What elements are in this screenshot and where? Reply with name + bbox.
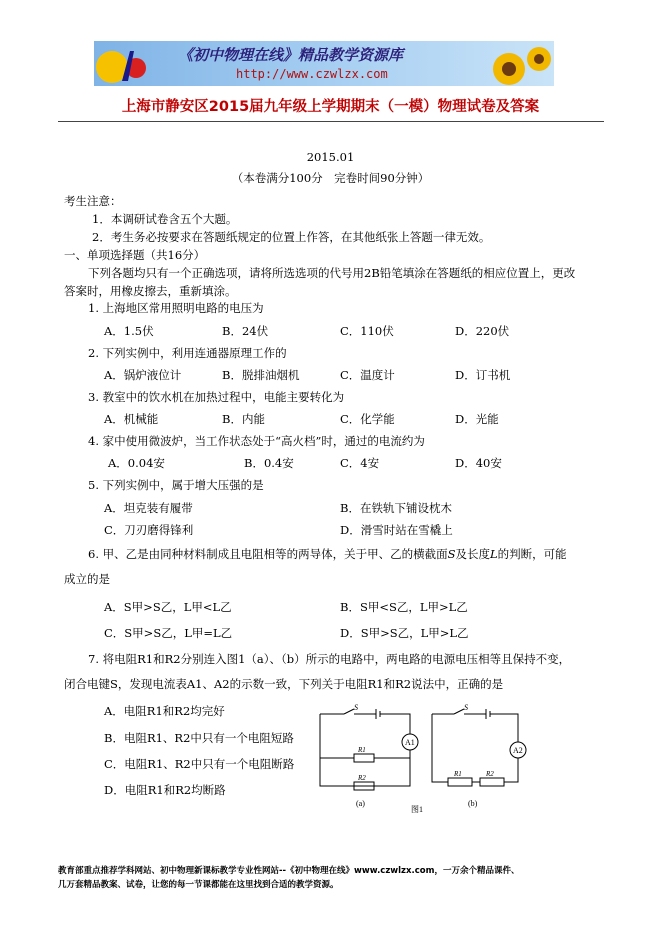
option-d: D．光能	[455, 412, 499, 426]
banner-url[interactable]: http://www.czwlzx.com	[236, 67, 388, 81]
question-stem: 5. 下列实例中，属于增大压强的是	[88, 478, 264, 492]
option-c: C．化学能	[340, 412, 395, 426]
r1-label-a: R1	[358, 746, 366, 754]
option-b: B．24伏	[222, 324, 269, 338]
option-d: D．S甲>S乙，L甲>L乙	[340, 626, 469, 640]
section-instructions: 下列各题均只有一个正确选项，请将所选选项的代号用2B铅笔填涂在答题纸的相应位置上，更改	[88, 266, 576, 280]
option-c: C．温度计	[340, 368, 395, 382]
exam-date: 2015.01	[306, 150, 355, 164]
question-stem: 3. 教室中的饮水机在加热过程中，电能主要转化为	[88, 390, 345, 404]
question-stem: 闭合电键S，发现电流表A1、A2的示数一致，下列关于电阻R1和R2说法中，正确的是	[64, 677, 504, 691]
header-banner	[94, 41, 554, 86]
option-a: A．0.04安	[108, 456, 165, 470]
notice-item: 2．考生务必按要求在答题纸规定的位置上作答，在其他纸张上答题一律无效。	[92, 230, 491, 244]
option-d: D．订书机	[455, 368, 511, 382]
option-a: A．1.5伏	[104, 324, 154, 338]
option-c: C．110伏	[340, 324, 394, 338]
question-stem: 2. 下列实例中，利用连通器原理工作的	[88, 346, 287, 360]
option-b: B．在铁轨下铺设枕木	[340, 501, 452, 515]
title-divider	[58, 121, 604, 122]
option-b: B．脱排油烟机	[222, 368, 300, 382]
ammeter-label-b: A2	[513, 746, 523, 755]
score-info: （本卷满分100分 完卷时间90分钟）	[231, 171, 430, 185]
option-b: B．S甲<S乙，L甲>L乙	[340, 600, 468, 614]
figure-1-circuits	[314, 700, 540, 818]
label-b: (b)	[468, 799, 478, 808]
question-stem: 1. 上海地区常用照明电路的电压为	[88, 301, 264, 315]
question-stem: 7. 将电阻R1和R2分别连入图1（a）、（b）所示的电路中，两电路的电源电压相等且保持不变，	[88, 652, 571, 666]
option-d: D．滑雪时站在雪橇上	[340, 523, 453, 537]
r2-label-a: R2	[358, 774, 366, 782]
banner-title: 《初中物理在线》精品教学资源库	[178, 46, 404, 64]
option-c: C．刀刃磨得锋利	[104, 523, 194, 537]
option-a: A．坦克装有履带	[104, 501, 193, 515]
circuit-b	[432, 703, 526, 808]
r1-label-b: R1	[454, 770, 462, 778]
option-a: A．机械能	[104, 412, 159, 426]
option-d: D．220伏	[455, 324, 510, 338]
question-stem: 4. 家中使用微波炉，当工作状态处于“高火档”时，通过的电流约为	[88, 434, 425, 448]
page-title: 上海市静安区2015届九年级上学期期末（一模）物理试卷及答案	[121, 99, 540, 115]
resistor-r2-b	[480, 778, 504, 786]
option-d: D．40安	[455, 456, 502, 470]
section-heading: 一、单项选择题（共16分）	[64, 248, 206, 262]
option-a: A．电阻R1和R2均完好	[104, 704, 225, 718]
question-stem: 6. 甲、乙是由同种材料制成且电阻相等的两导体，关于甲、乙的横截面S及长度L的判断，可能	[88, 547, 567, 561]
option-c: C．4安	[340, 456, 380, 470]
option-b: B．0.4安	[244, 456, 294, 470]
option-c: C．电阻R1、R2中只有一个电阻断路	[104, 757, 295, 771]
label-a: (a)	[356, 799, 365, 808]
resistor-r1-b	[448, 778, 472, 786]
section-instructions: 答案时，用橡皮擦去，重新填涂。	[64, 284, 237, 298]
notice-heading: 考生注意：	[64, 194, 122, 208]
option-a: A．S甲>S乙，L甲<L乙	[104, 600, 232, 614]
option-b: B．内能	[222, 412, 265, 426]
figure-caption: 图1	[411, 805, 423, 814]
option-a: A．锅炉液位计	[104, 368, 182, 382]
switch-label-a: S	[354, 703, 358, 712]
circuit-a	[320, 703, 418, 808]
ammeter-label-a: A1	[405, 738, 415, 747]
option-d: D．电阻R1和R2均断路	[104, 783, 226, 797]
question-stem: 成立的是	[64, 572, 110, 586]
footer-line: 教育部重点推荐学科网站、初中物理新课标教学专业性网站--《初中物理在线》www.czwlzx.com，一万余个精品课件、	[58, 866, 520, 876]
resistor-r1-a	[354, 754, 374, 762]
option-b: B．电阻R1、R2中只有一个电阻短路	[104, 731, 294, 745]
switch-label-b: S	[464, 703, 468, 712]
r2-label-b: R2	[486, 770, 494, 778]
footer-line: 几万套精品教案、试卷，让您的每一节课都能在这里找到合适的教学资源。	[58, 880, 339, 890]
notice-item: 1．本调研试卷含五个大题。	[92, 212, 238, 226]
option-c: C．S甲>S乙，L甲=L乙	[104, 626, 233, 640]
